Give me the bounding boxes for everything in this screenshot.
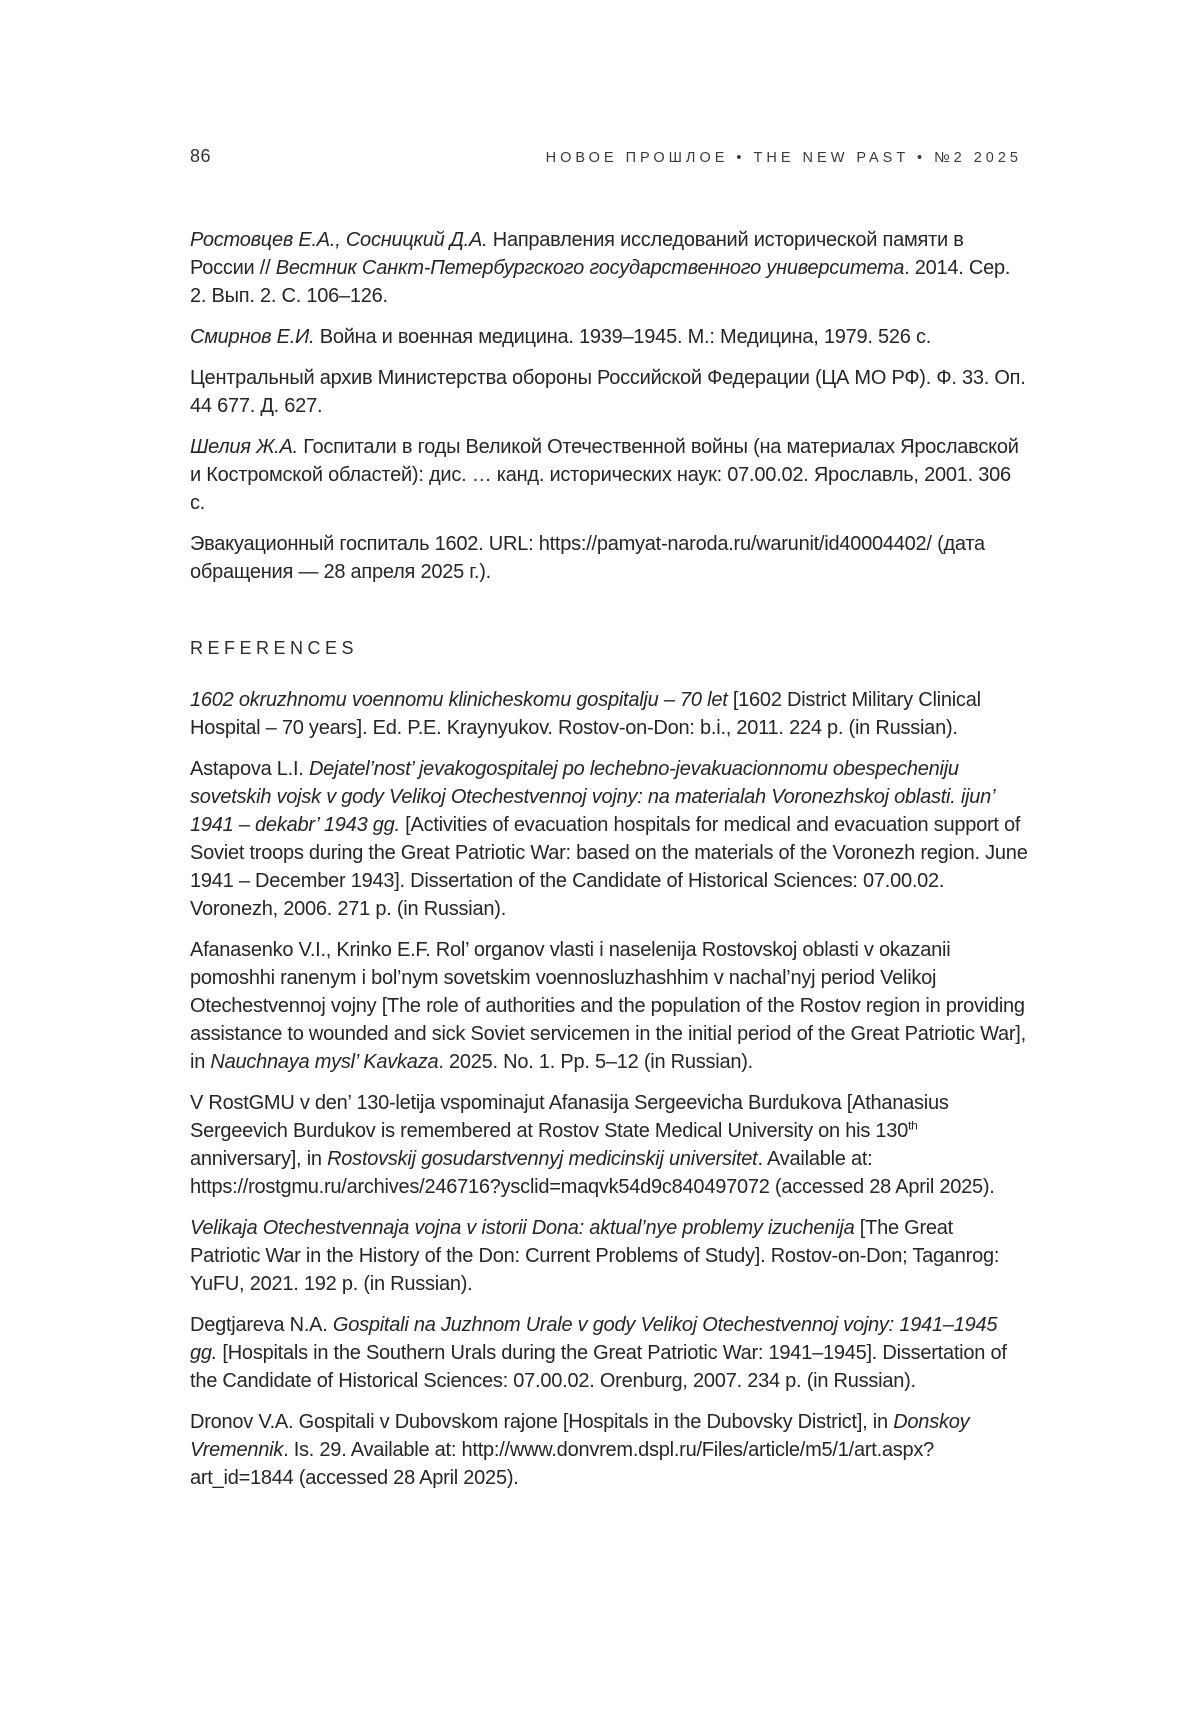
reference-entry	[190, 433, 1028, 517]
reference-segment: Degtjareva N.A.	[190, 1314, 333, 1336]
reference-segment: Направления исследований исторической памяти в России //	[190, 229, 964, 279]
reference-segment: Dejatel’nost’ jevakogospitalej po lechebno-jevakuacionnomu obespecheniju sovetskih vojsk v gody Velikoj Otechestvennoj vojny: na materialah Voronezhskoj oblasti. ijun’ 1941 – dekabr’ 1943 gg.	[190, 758, 995, 836]
reference-segment: Война и военная медицина. 1939–1945. М.: Медицина, 1979. 526 с.	[314, 326, 932, 348]
reference-segment: Центральный архив Министерства обороны Российской Федерации (ЦА МО РФ). Ф. 33. Оп. 44 677. Д. 627.	[190, 367, 1026, 417]
reference-segment: . Available at: https://rostgmu.ru/archives/246716?ysclid=maqvk54d9c840497072 (accessed 28 April 2025).	[190, 1148, 995, 1198]
reference-entry	[190, 755, 1028, 923]
references-list	[190, 686, 1028, 1492]
reference-entry	[190, 530, 1028, 586]
reference-entry	[190, 1089, 1028, 1201]
reference-segment: Rostovskij gosudarstvennyj medicinskij universitet	[327, 1148, 758, 1170]
journal-running-title: НОВОЕ ПРОШЛОЕ • THE NEW PAST • №2 2025	[545, 150, 1022, 166]
reference-segment: anniversary], in	[190, 1148, 328, 1170]
reference-segment: Gospitali na Juzhnom Urale v gody Velikoj Otechestvennoj vojny: 1941–1945 gg.	[190, 1314, 998, 1364]
reference-entry	[190, 686, 1028, 742]
reference-segment: . 2014. Сер. 2. Вып. 2. С. 106–126.	[190, 257, 1011, 307]
reference-entry	[190, 1311, 1028, 1395]
references-section	[190, 638, 1028, 1492]
page-content	[190, 226, 1028, 1505]
reference-segment: Velikaja Otechestvennaja vojna v istorii Dona: aktual’nye problemy izuchenija	[190, 1217, 855, 1239]
bibliography-ru-list	[190, 226, 1028, 586]
reference-segment: [The Great Patriotic War in the History of the Don: Current Problems of Study]. Rostov-on-Don; Taganrog: YuFU, 2021. 192 p. (in Russian).	[190, 1217, 1000, 1295]
reference-segment: . 2025. No. 1. Pp. 5–12 (in Russian).	[438, 1051, 753, 1073]
reference-entry	[190, 323, 1028, 351]
reference-segment: 1602 okruzhnomu voennomu klinicheskomu gospitalju – 70 let	[190, 689, 728, 711]
references-heading: REFERENCES	[190, 638, 359, 658]
reference-entry	[190, 1408, 1028, 1492]
reference-segment: Госпитали в годы Великой Отечественной войны (на материалах Ярославской и Костромской областей): дис. … канд. исторических наук: 07.00.02. Ярославль, 2001. 306 с.	[190, 436, 1019, 514]
reference-segment: Dronov V.A. Gospitali v Dubovskom rajone [Hospitals in the Dubovsky District], in	[190, 1411, 894, 1433]
reference-segment: [1602 District Military Clinical Hospital – 70 years]. Ed. P.E. Kraynyukov. Rostov-on-Don: b.i., 2011. 224 p. (in Russian).	[190, 689, 981, 739]
reference-segment: . Is. 29. Available at: http://www.donvrem.dspl.ru/Files/article/m5/1/art.aspx?art_id=1844 (accessed 28 April 2025).	[190, 1439, 935, 1489]
reference-segment: [Hospitals in the Southern Urals during the Great Patriotic War: 1941–1945]. Dissertation of the Candidate of Historical Sciences: 07.00.02. Orenburg, 2007. 234 p. (in Russian).	[190, 1342, 1007, 1392]
reference-entry	[190, 364, 1028, 420]
reference-entry	[190, 1214, 1028, 1298]
reference-segment: Nauchnaya mysl’ Kavkaza	[210, 1051, 439, 1073]
reference-segment: th	[908, 1118, 918, 1133]
reference-segment: Donskoy Vremennik	[190, 1411, 970, 1461]
reference-segment: V RostGMU v den’ 130-letija vspominajut Afanasija Sergeevicha Burdukova [Athanasius Sergeevich Burdukov is remembered at Rostov State Medical University on his 130	[190, 1092, 949, 1142]
bibliography-ru-section	[190, 226, 1028, 586]
reference-entry	[190, 226, 1028, 310]
reference-segment: Astapova L.I.	[190, 758, 309, 780]
reference-segment: Шелия Ж.А.	[190, 436, 298, 458]
reference-segment: [Activities of evacuation hospitals for medical and evacuation support of Soviet troops during the Great Patriotic War: based on the materials of the Voronezh region. June 1941 – December 1943]. Dissertation of the Candidate of Historical Sciences: 07.00.02. Voronezh, 2006. 271 p. (in Russian).	[190, 814, 1028, 920]
reference-segment: Смирнов Е.И.	[190, 326, 315, 348]
reference-segment: Afanasenko V.I., Krinko E.F. Rol’ organov vlasti i naselenija Rostovskoj oblasti v okazanii pomoshhi ranenym i bol’nym sovetskim voennosluzhashhim v nachal’nyj period Velikoj Otechestvennoj vojny [The role of authorities and the population of the Rostov region in providing assistance to wounded and sick Soviet servicemen in the initial period of the Great Patriotic War], in	[190, 939, 1026, 1073]
page-header	[190, 146, 1022, 167]
page-number: 86	[190, 146, 212, 166]
reference-segment: Вестник Санкт-Петербургского государственного университета	[275, 257, 905, 279]
reference-segment: Эвакуационный госпиталь 1602. URL: https://pamyat-naroda.ru/warunit/id40004402/ (дата обращения — 28 апреля 2025 г.).	[190, 533, 985, 583]
reference-entry	[190, 936, 1028, 1076]
reference-segment: Ростовцев Е.А., Сосницкий Д.А.	[190, 229, 488, 251]
